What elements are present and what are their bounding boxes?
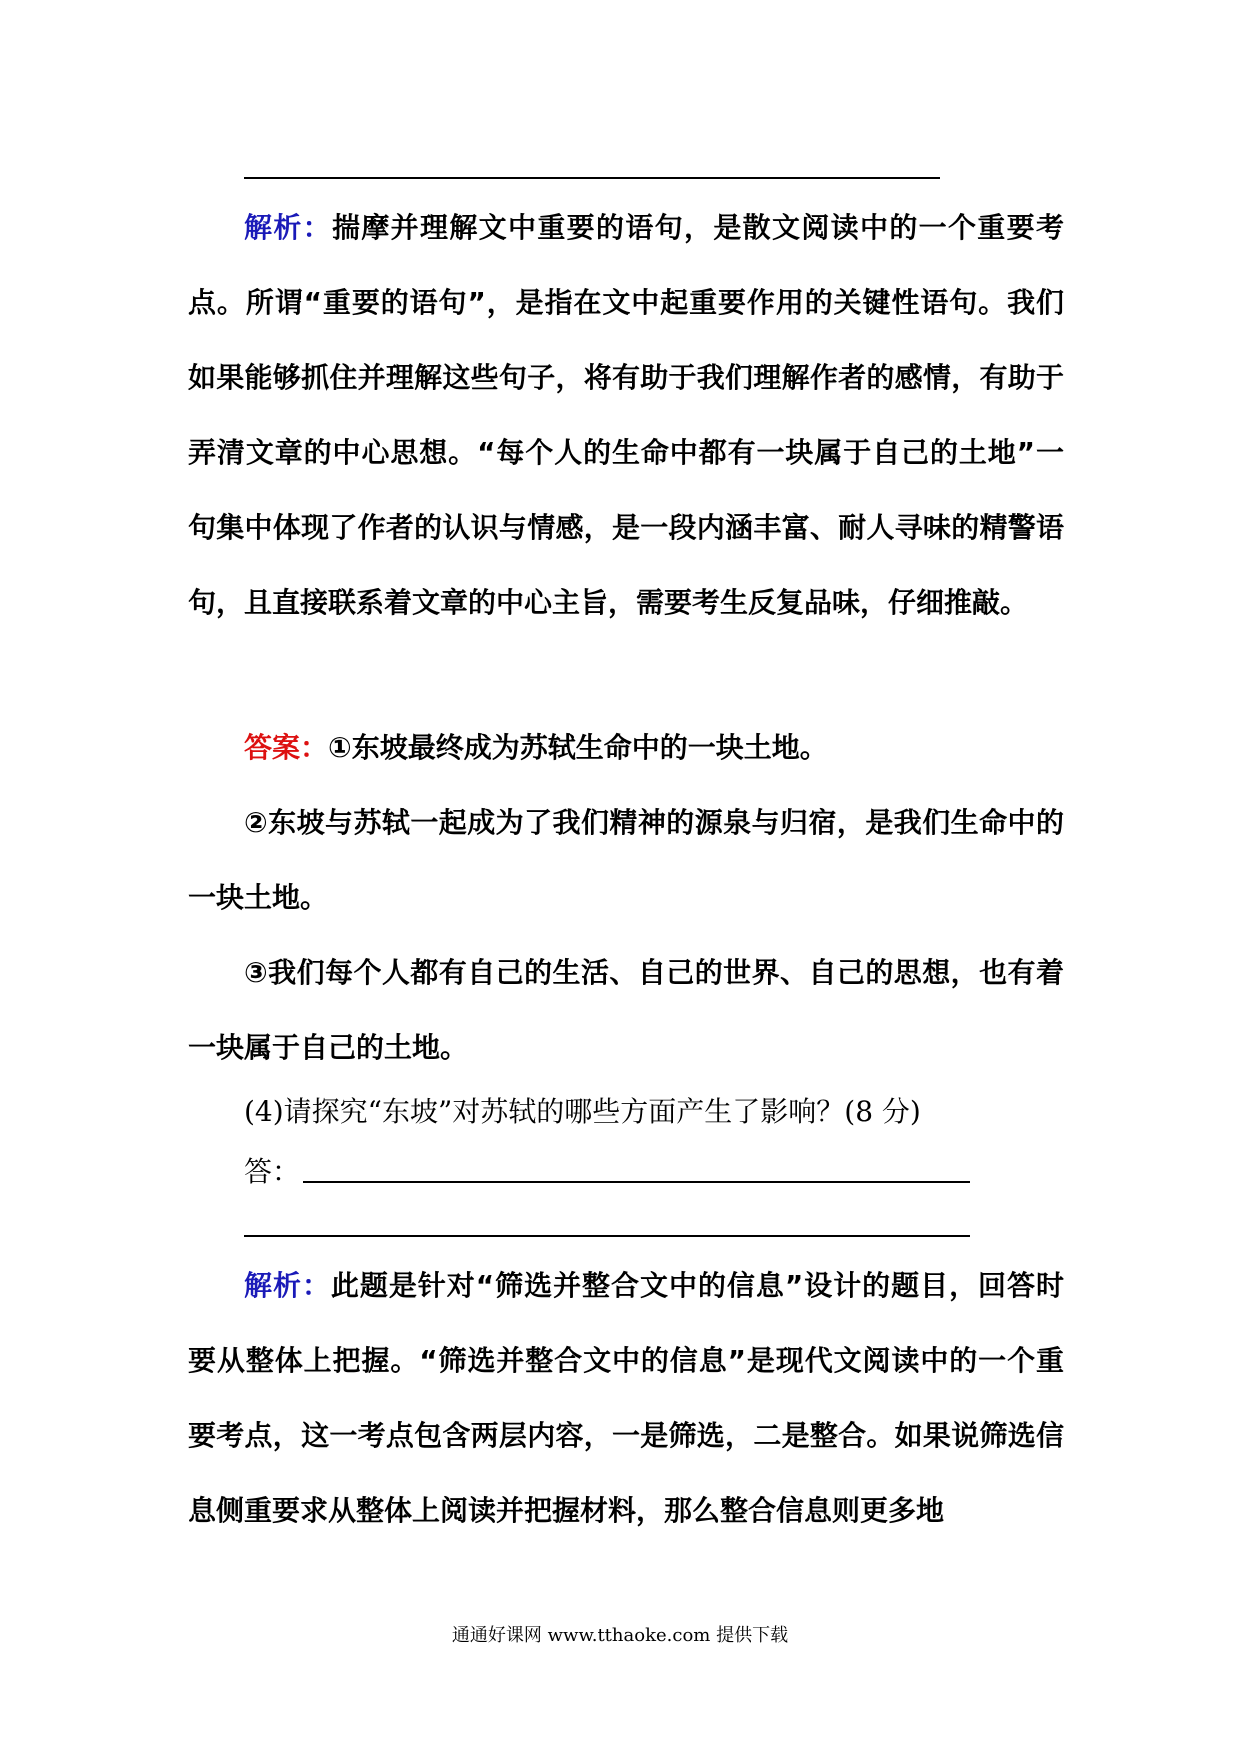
question-4-prompt: (4)请探究“东坡”对苏轼的哪些方面产生了影响？(8 分) [244, 1095, 921, 1128]
analysis-paragraph-1 [188, 190, 1064, 640]
analysis-text-2: 此题是针对“筛选并整合文中的信息”设计的题目，回答时要从整体上把握。“筛选并整合文中的信息”是现代文阅读中的一个重要考点，这一考点包含两层内容，一是筛选，二是整合。如果说筛选信息侧重要求从整体上阅读并把握材料，那么整合信息则更多地 [188, 1269, 1064, 1527]
answer-item-1 [188, 710, 1064, 785]
answer-item-2 [188, 785, 1064, 935]
analysis-text: 揣摩并理解文中重要的语句，是散文阅读中的一个重要考点。所谓“重要的语句”，是指在文中起重要作用的关键性语句。我们如果能够抓住并理解这些句子，将有助于我们理解作者的感情，有助于弄清文章的中心思想。“每个人的生命中都有一块属于自己的土地”一句集中体现了作者的认识与情感，是一段内涵丰富、耐人寻味的精警语句，且直接联系着文章的中心主旨，需要考生反复品味，仔细推敲。 [188, 211, 1064, 619]
analysis-label-2: 解析： [244, 1269, 331, 1302]
top-answer-blank-line [244, 177, 940, 179]
answer-blank-line-2[interactable] [244, 1235, 970, 1237]
answer-item-3 [188, 935, 1064, 1085]
question-4-answer-label: 答： [244, 1155, 301, 1188]
answer-label: 答案： [244, 731, 329, 764]
answer-blank-line-1[interactable] [303, 1181, 970, 1183]
page-footer: 通通好课网 www.tthaoke.com 提供下载 [451, 1625, 789, 1646]
answer-item-2-text: ②东坡与苏轼一起成为了我们精神的源泉与归宿，是我们生命中的一块土地。 [188, 806, 1064, 914]
analysis-paragraph-2 [188, 1248, 1064, 1548]
answer-item-3-text: ③我们每个人都有自己的生活、自己的世界、自己的思想，也有着一块属于自己的土地。 [188, 956, 1064, 1064]
analysis-label: 解析： [244, 211, 332, 244]
answer-item-1-text: ①东坡最终成为苏轼生命中的一块土地。 [328, 731, 828, 764]
